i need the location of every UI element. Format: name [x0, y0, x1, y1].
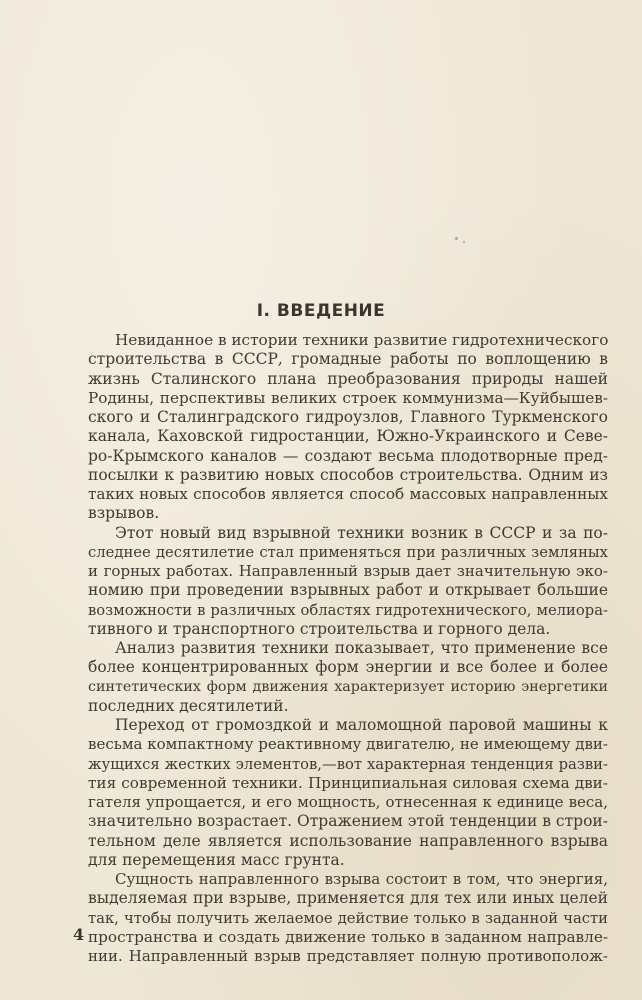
text-line: Сущность направленного взрыва состоит в том, что энергия,: [115, 870, 608, 888]
text-line: более концентрированных форм энергии и все более и более: [88, 658, 608, 677]
text-line: Невиданное в истории техники развитие гидротехнического: [115, 331, 609, 349]
text-line: значительно возрастает. Отражением этой тенденции в строи-: [88, 812, 608, 831]
text-line: Анализ развития техники показывает, что применение все: [115, 639, 608, 657]
text-line: тия современной техники. Принципиальная силовая схема дви-: [88, 773, 608, 792]
text-line: возможности в различных областях гидротехнического, мелиора-: [88, 601, 608, 619]
text-line: Переход от громоздкой и маломощной паровой машины к: [115, 716, 608, 734]
text-line: таких новых способов является способ массовых направленных: [88, 485, 608, 503]
text-line: следнее десятилетие стал применяться при различных земляных: [88, 543, 608, 561]
text-line: ро-Крымского каналов — создают весьма плодотворные пред-: [88, 446, 608, 465]
section-heading: I. ВВЕДЕНИЕ: [256, 301, 386, 321]
text-line: выделяемая при взрыве, применяется для тех или иных целей: [88, 889, 608, 908]
text-line: пространства и создать движение только в заданном направле-: [88, 927, 608, 946]
paragraph: [88, 639, 608, 716]
text-line: жизнь Сталинского плана преобразования природы нашей: [88, 369, 608, 388]
page-number: 4: [73, 925, 85, 944]
text-line: Родины, перспективы великих строек коммунизма—Куйбышев-: [88, 388, 608, 407]
text-line: синтетических форм движения характеризует историю энергетики: [88, 678, 608, 695]
text-line: ского и Сталинградского гидроузлов, Главного Туркменского: [88, 408, 608, 426]
text-line: посылки к развитию новых способов строительства. Одним из: [88, 465, 608, 484]
text-line: канала, Каховской гидростанции, Южно-Украинского и Севе-: [88, 427, 608, 446]
print-speck: [455, 237, 458, 240]
body-text: [88, 331, 608, 966]
text-line: нии. Направленный взрыв представляет полную противополож-: [88, 947, 608, 965]
text-line: Этот новый вид взрывной техники возник в СССР и за по-: [115, 523, 608, 542]
text-line: жущихся жестких элементов,—вот характерная тенденция разви-: [88, 755, 608, 773]
paragraph: [88, 331, 608, 524]
text-line: и горных работах. Направленный взрыв дает значительную эко-: [88, 562, 608, 580]
text-line: гателя упрощается, и его мощность, отнесенная к единице веса,: [88, 793, 608, 811]
paragraph: [88, 870, 608, 966]
text-line: строительства в СССР, громадные работы по воплощению в: [88, 350, 608, 369]
text-line: для перемещения масс грунта.: [88, 850, 345, 869]
text-line: так, чтобы получить желаемое действие только в заданной части: [88, 909, 608, 927]
text-line: весьма компактному реактивному двигателю, не имеющему дви-: [88, 735, 608, 754]
paragraph: [88, 524, 608, 640]
text-line: номию при проведении взрывных работ и открывает большие: [88, 581, 608, 600]
text-line: тельном деле является использование направленного взрыва: [88, 831, 608, 850]
text-line: взрывов.: [88, 504, 160, 523]
paragraph: [88, 716, 608, 870]
text-line: тивного и транспортного строительства и горного дела.: [88, 619, 551, 638]
text-line: последних десятилетий.: [88, 696, 289, 715]
print-speck: [463, 241, 465, 243]
